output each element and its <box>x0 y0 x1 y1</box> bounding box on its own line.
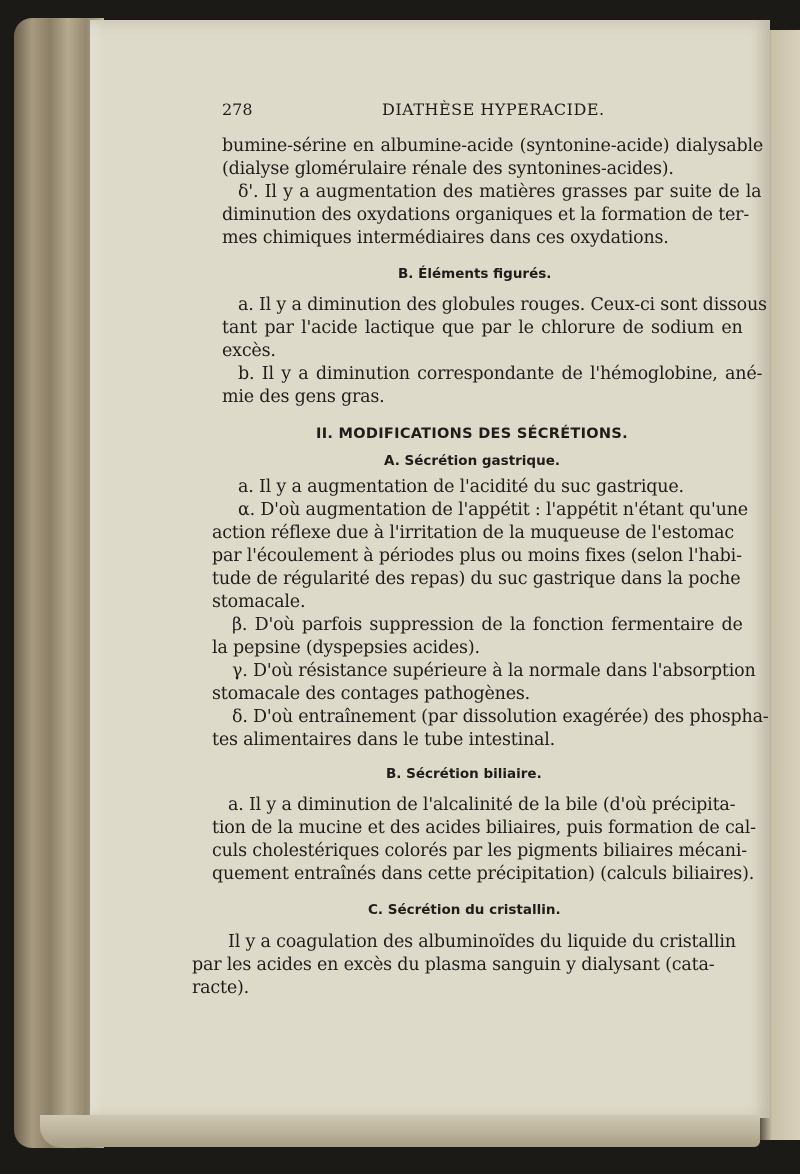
text-line: action réflexe due à l'irritation de la muqueuse de l'estomac <box>212 523 735 543</box>
page-number: 278 <box>222 100 253 119</box>
text-line: mie des gens gras. <box>222 387 385 407</box>
text-line: excès. <box>222 341 276 361</box>
text-line: mes chimiques intermédiaires dans ces oxydations. <box>222 228 669 248</box>
text-line: diminution des oxydations organiques et la formation de ter- <box>222 205 750 225</box>
text-line: δ'. Il y a augmentation des matières grasses par suite de la <box>238 182 762 202</box>
running-title: DIATHÈSE HYPERACIDE. <box>382 100 605 119</box>
page-bottom-edge <box>40 1115 760 1147</box>
text-line: tant par l'acide lactique que par le chlorure de sodium en <box>222 318 743 338</box>
text-line: quement entraînés dans cette précipitation) (calculs biliaires). <box>212 864 755 884</box>
text-line: tion de la mucine et des acides biliaires, puis formation de cal- <box>212 818 756 838</box>
text-line: β. D'où parfois suppression de la fonction fermentaire de <box>232 615 743 635</box>
text-line: par l'écoulement à périodes plus ou moins fixes (selon l'habi- <box>212 546 742 566</box>
text-line: a. Il y a augmentation de l'acidité du suc gastrique. <box>238 477 684 497</box>
text-line: Il y a coagulation des albuminoïdes du liquide du cristallin <box>228 932 736 952</box>
text-line: δ. D'où entraînement (par dissolution exagérée) des phospha- <box>232 707 769 727</box>
text-line: stomacale des contages pathogènes. <box>212 684 531 704</box>
subsection-heading: B. Sécrétion biliaire. <box>386 766 542 782</box>
text-line: racte). <box>192 978 249 998</box>
section-heading: B. Éléments figurés. <box>398 266 552 282</box>
text-line: (dialyse glomérulaire rénale des syntonines-acides). <box>222 159 674 179</box>
subsection-heading: A. Sécrétion gastrique. <box>384 453 560 469</box>
text-line: stomacale. <box>212 592 306 612</box>
text-line: b. Il y a diminution correspondante de l'hémoglobine, ané- <box>238 364 763 384</box>
section-heading: II. MODIFICATIONS DES SÉCRÉTIONS. <box>316 426 628 442</box>
text-line: α. D'où augmentation de l'appétit : l'appétit n'étant qu'une <box>238 500 748 520</box>
text-line: par les acides en excès du plasma sanguin y dialysant (cata- <box>192 955 715 975</box>
text-line: culs cholestériques colorés par les pigments biliaires mécani- <box>212 841 747 861</box>
text-line: bumine-sérine en albumine-acide (syntonine-acide) dialysable <box>222 136 764 156</box>
text-line: a. Il y a diminution des globules rouges. Ceux-ci sont dissous <box>238 295 767 315</box>
text-line: tude de régularité des repas) du suc gastrique dans la poche <box>212 569 741 589</box>
text-line: γ. D'où résistance supérieure à la normale dans l'absorption <box>232 661 756 681</box>
subsection-heading: C. Sécrétion du cristallin. <box>368 902 561 918</box>
text-line: la pepsine (dyspepsies acides). <box>212 638 480 658</box>
text-line: tes alimentaires dans le tube intestinal. <box>212 730 556 750</box>
text-line: a. Il y a diminution de l'alcalinité de la bile (d'où précipita- <box>228 795 736 815</box>
